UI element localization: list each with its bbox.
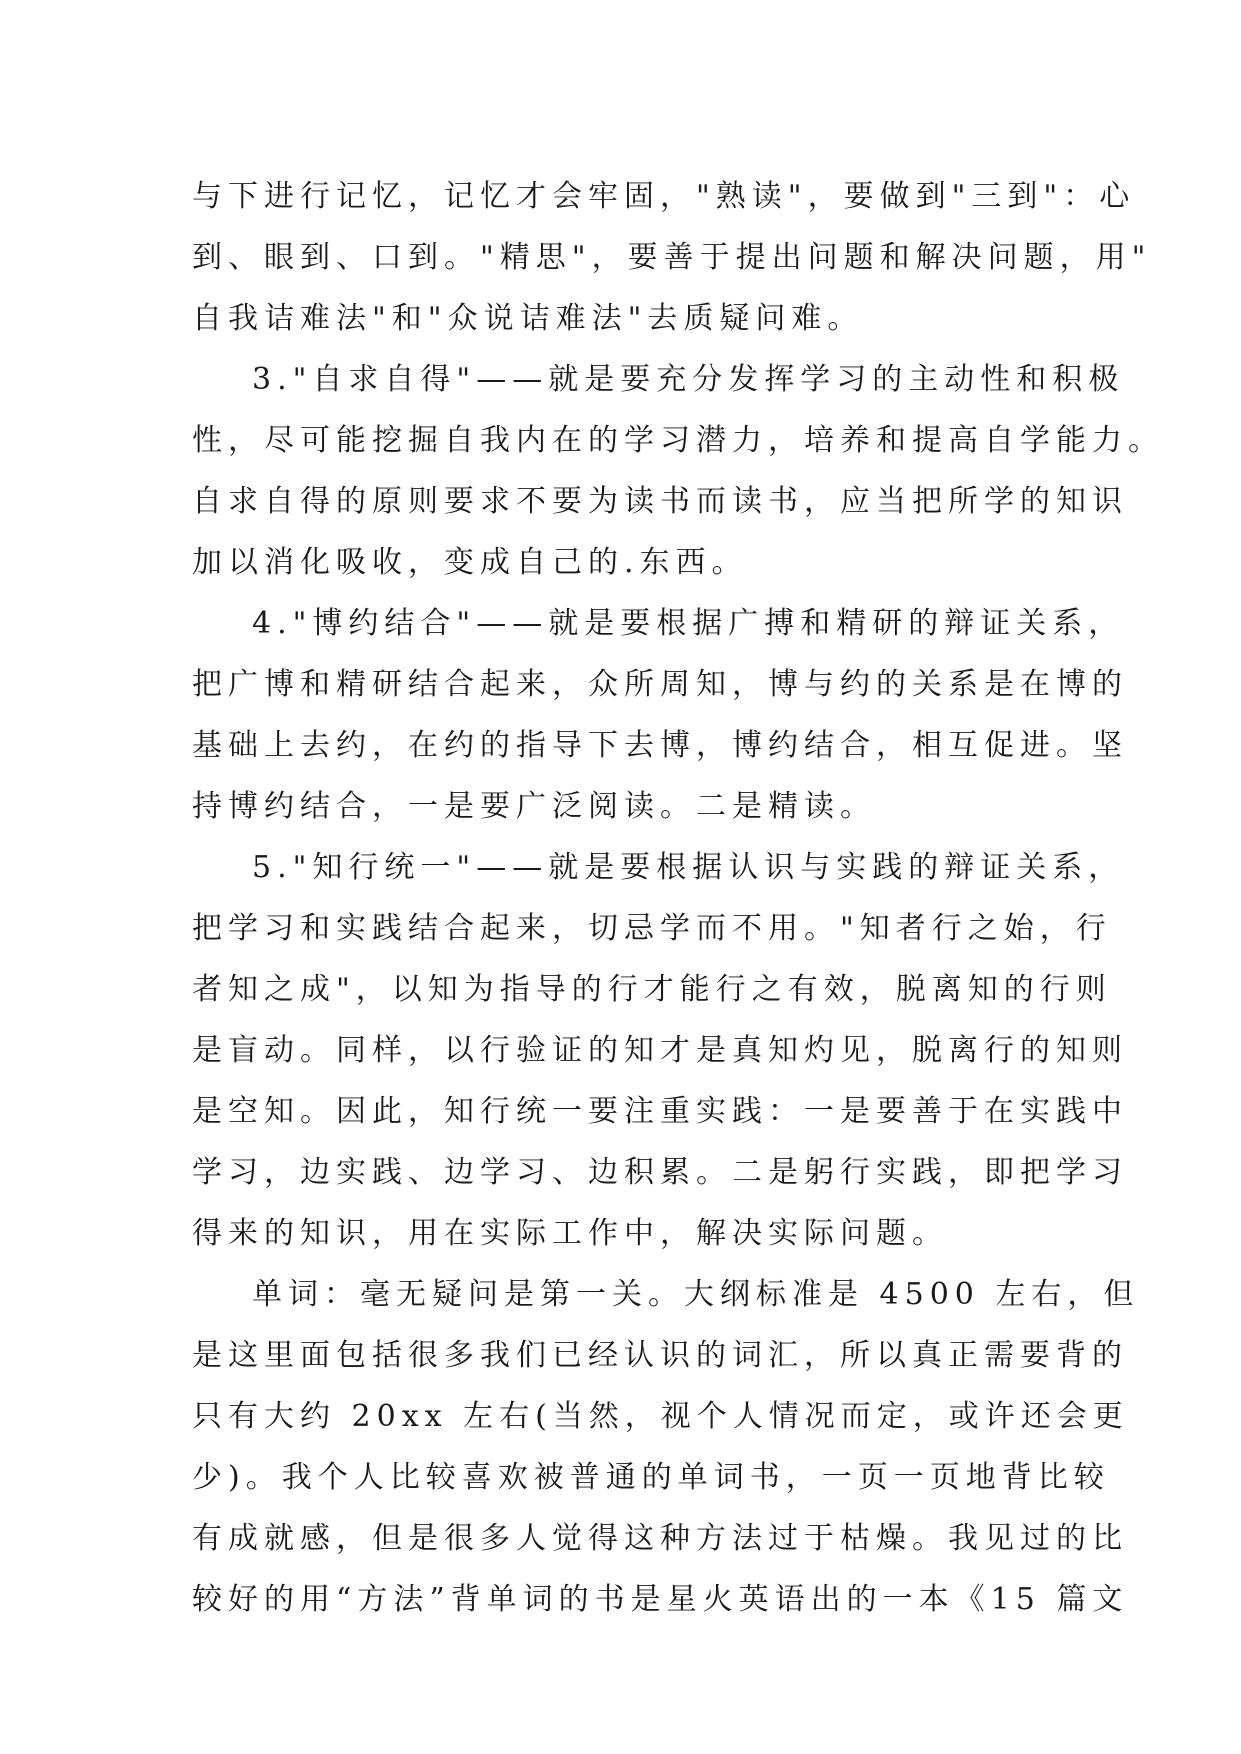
text-line: 少)。我个人比较喜欢被普通的单词书，一页一页地背比较 [192,1460,1110,1495]
text-line: 是这里面包括很多我们已经认识的词汇，所以真正需要背的 [192,1338,1128,1373]
text-line: 性，尽可能挖掘自我内在的学习潜力，培养和提高自学能力。 [192,423,1164,458]
text-line: 有成就感，但是很多人觉得这种方法过于枯燥。我见过的比 [192,1521,1128,1556]
text-line: 3."自求自得"——就是要充分发挥学习的主动性和积极 [252,362,1125,397]
text-line: 自求自得的原则要求不要为读书而读书，应当把所学的知识 [192,484,1128,519]
text-line: 学习，边实践、边学习、边积累。二是躬行实践，即把学习 [192,1155,1128,1190]
text-line: 是盲动。同样，以行验证的知才是真知灼见，脱离行的知则 [192,1033,1128,1068]
text-line: 基础上去约，在约的指导下去博，博约结合，相互促进。坚 [192,728,1128,763]
text-line: 较好的用“方法”背单词的书是星火英语出的一本《15 篇文 [192,1582,1129,1617]
text-line: 把广博和精研结合起来，众所周知，博与约的关系是在博的 [192,667,1128,702]
text-line: 把学习和实践结合起来，切忌学而不用。"知者行之始，行 [192,911,1112,946]
text-line: 单词：毫无疑问是第一关。大纲标准是 4500 左右，但 [252,1277,1140,1312]
document-body [192,166,1164,1630]
text-line: 5."知行统一"——就是要根据认识与实践的辩证关系， [252,850,1125,885]
text-line: 是空知。因此，知行统一要注重实践：一是要善于在实践中 [192,1094,1128,1129]
text-line: 自我诘难法"和"众说诘难法"去质疑问难。 [192,301,864,336]
text-line: 与下进行记忆，记忆才会牢固，"熟读"，要做到"三到"：心 [192,179,1136,214]
text-line: 到、眼到、口到。"精思"，要善于提出问题和解决问题，用" [192,240,1152,275]
text-line: 加以消化吸收，变成自己的.东西。 [192,545,748,580]
text-line: 得来的知识，用在实际工作中，解决实际问题。 [192,1216,948,1251]
text-line: 只有大约 20xx 左右(当然，视个人情况而定，或许还会更 [192,1399,1129,1434]
text-line: 持博约结合，一是要广泛阅读。二是精读。 [192,789,876,824]
text-line: 者知之成"，以知为指导的行才能行之有效，脱离知的行则 [192,972,1112,1007]
text-line: 4."博约结合"——就是要根据广搏和精研的辩证关系， [252,606,1125,641]
